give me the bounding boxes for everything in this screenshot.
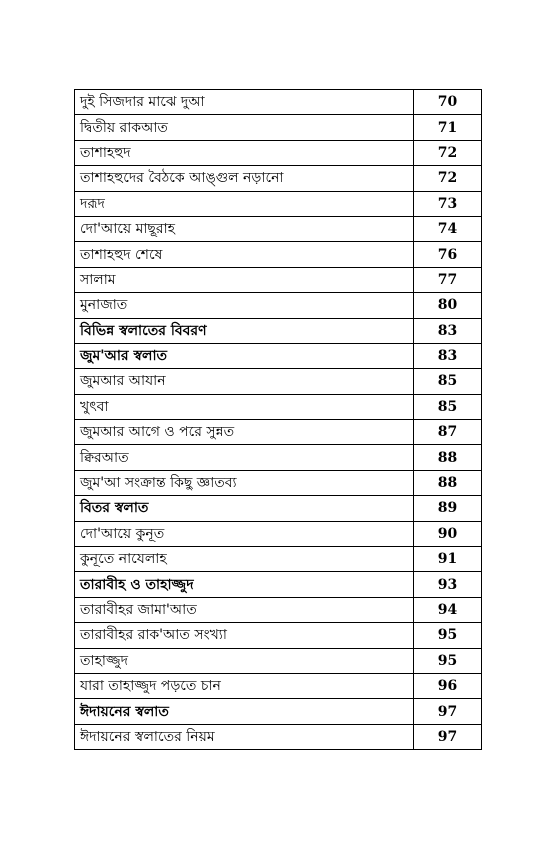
- toc-row: [75, 420, 482, 445]
- toc-row: [75, 166, 482, 191]
- toc-row: [75, 115, 482, 140]
- toc-entry-title: তারাবীহর জামা'আত: [75, 597, 414, 622]
- toc-row: [75, 216, 482, 241]
- toc-page-number: 95: [414, 648, 482, 673]
- toc-section-heading-row: [75, 699, 482, 724]
- toc-page-number: 70: [414, 90, 482, 115]
- toc-page-number: 83: [414, 343, 482, 368]
- toc-entry-title: দুই সিজদার মাঝে দুআ: [75, 90, 414, 115]
- toc-entry-title: দরূদ: [75, 191, 414, 216]
- toc-page-number: 76: [414, 242, 482, 267]
- toc-page-number: 83: [414, 318, 482, 343]
- toc-page-number: 80: [414, 293, 482, 318]
- toc-page-number: 88: [414, 470, 482, 495]
- toc-entry-title: যারা তাহাজ্জুদ পড়তে চান: [75, 673, 414, 698]
- toc-row: [75, 293, 482, 318]
- toc-entry-title: মুনাজাত: [75, 293, 414, 318]
- toc-entry-title: ঈদায়নের স্বলাতের নিয়ম: [75, 724, 414, 749]
- toc-entry-title: তাশাহহুদ: [75, 140, 414, 165]
- toc-page-number: 90: [414, 521, 482, 546]
- toc-section-heading-row: [75, 572, 482, 597]
- toc-page-number: 85: [414, 394, 482, 419]
- toc-row: [75, 267, 482, 292]
- toc-entry-title: ঈদায়নের স্বলাত: [75, 699, 414, 724]
- toc-row: [75, 90, 482, 115]
- toc-row: [75, 140, 482, 165]
- toc-entry-title: বিতর স্বলাত: [75, 496, 414, 521]
- toc-entry-title: তাশাহহুদের বৈঠকে আঙ্গুল নড়ানো: [75, 166, 414, 191]
- toc-row: [75, 623, 482, 648]
- toc-page-number: 85: [414, 369, 482, 394]
- toc-entry-title: জুম'আ সংক্রান্ত কিছু জ্ঞাতব্য: [75, 470, 414, 495]
- table-of-contents: [74, 89, 482, 750]
- toc-page-number: 89: [414, 496, 482, 521]
- toc-page-number: 71: [414, 115, 482, 140]
- toc-entry-title: খুৎবা: [75, 394, 414, 419]
- toc-entry-title: দো'আয়ে কুনূত: [75, 521, 414, 546]
- toc-entry-title: বিভিন্ন স্বলাতের বিবরণ: [75, 318, 414, 343]
- toc-body: [75, 90, 482, 750]
- toc-entry-title: জুমআর আযান: [75, 369, 414, 394]
- toc-entry-title: সালাম: [75, 267, 414, 292]
- toc-row: [75, 470, 482, 495]
- toc-entry-title: তাহাজ্জুদ: [75, 648, 414, 673]
- toc-entry-title: তারাবীহ ও তাহাজ্জুদ: [75, 572, 414, 597]
- toc-section-heading-row: [75, 343, 482, 368]
- toc-page-number: 88: [414, 445, 482, 470]
- toc-entry-title: দ্বিতীয় রাকআত: [75, 115, 414, 140]
- toc-row: [75, 242, 482, 267]
- toc-page-number: 72: [414, 140, 482, 165]
- toc-row: [75, 547, 482, 572]
- toc-page-number: 87: [414, 420, 482, 445]
- toc-row: [75, 191, 482, 216]
- toc-page-number: 97: [414, 699, 482, 724]
- toc-entry-title: দো'আয়ে মাছূরাহ: [75, 216, 414, 241]
- toc-page-number: 77: [414, 267, 482, 292]
- toc-row: [75, 445, 482, 470]
- toc-entry-title: জুম'আর স্বলাত: [75, 343, 414, 368]
- toc-page-number: 91: [414, 547, 482, 572]
- toc-row: [75, 369, 482, 394]
- toc-row: [75, 724, 482, 749]
- toc-row: [75, 648, 482, 673]
- toc-page-number: 93: [414, 572, 482, 597]
- toc-page-number: 97: [414, 724, 482, 749]
- toc-row: [75, 597, 482, 622]
- toc-entry-title: তারাবীহর রাক'আত সংখ্যা: [75, 623, 414, 648]
- toc-entry-title: কুনূতে নাযেলাহ: [75, 547, 414, 572]
- toc-section-heading-row: [75, 318, 482, 343]
- toc-entry-title: তাশাহহুদ শেষে: [75, 242, 414, 267]
- toc-row: [75, 521, 482, 546]
- toc-page-number: 94: [414, 597, 482, 622]
- toc-entry-title: জুমআর আগে ও পরে সুন্নত: [75, 420, 414, 445]
- toc-section-heading-row: [75, 496, 482, 521]
- toc-row: [75, 394, 482, 419]
- toc-entry-title: ক্বিরআত: [75, 445, 414, 470]
- toc-row: [75, 673, 482, 698]
- toc-page-number: 74: [414, 216, 482, 241]
- toc-page-number: 72: [414, 166, 482, 191]
- toc-page-number: 96: [414, 673, 482, 698]
- toc-page-number: 95: [414, 623, 482, 648]
- toc-page-number: 73: [414, 191, 482, 216]
